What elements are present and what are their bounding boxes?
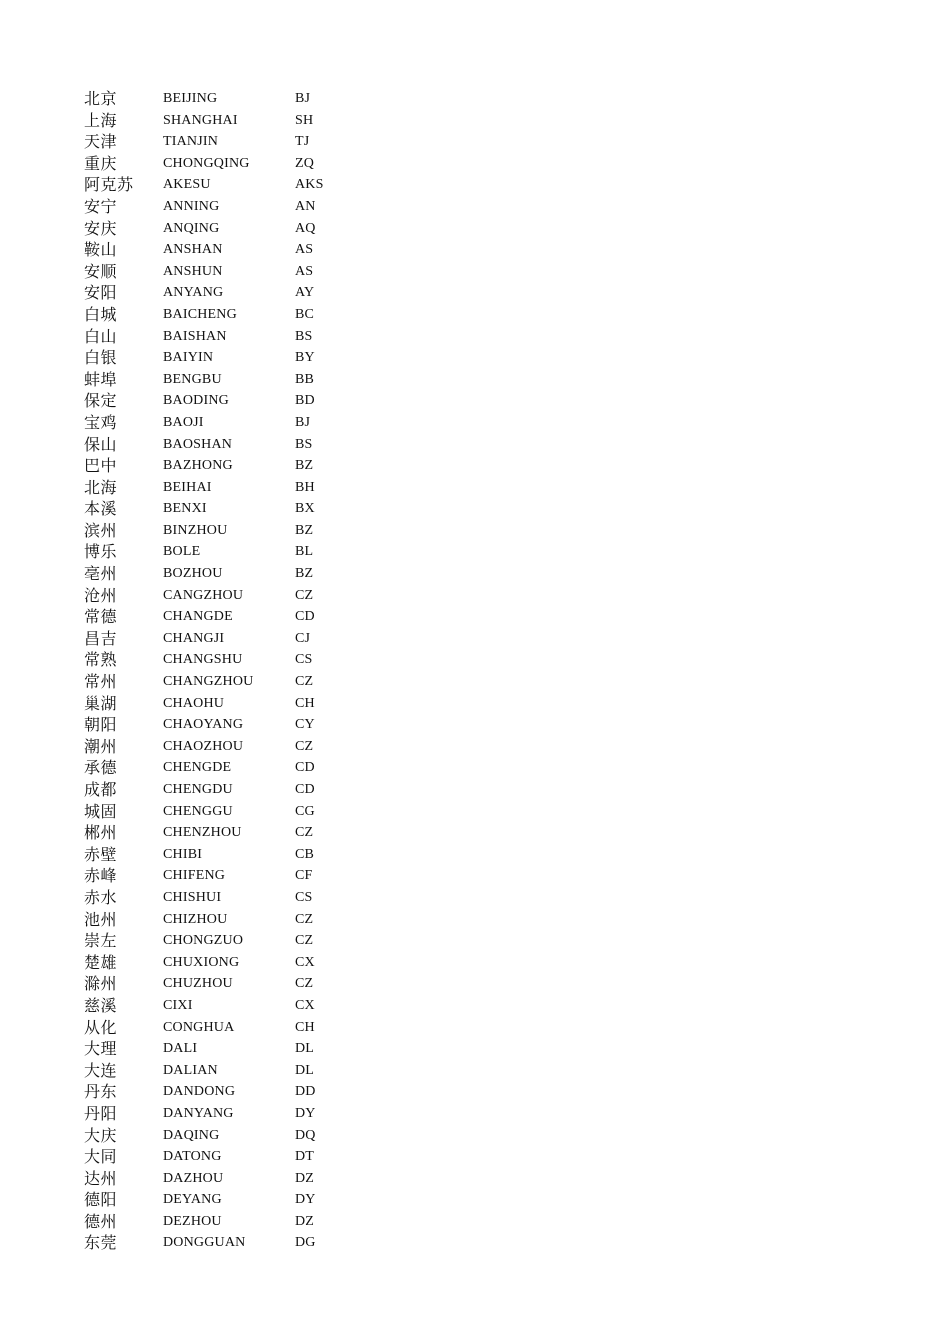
table-row — [84, 865, 344, 887]
city-name-chinese: 城固 — [84, 801, 118, 821]
city-abbreviation: CD — [295, 760, 315, 776]
table-row — [84, 844, 344, 866]
city-name-chinese: 成都 — [84, 780, 118, 799]
city-name-chinese: 保山 — [84, 434, 118, 454]
table-row — [84, 801, 344, 823]
city-abbreviation: AS — [295, 263, 314, 279]
city-name-chinese: 白山 — [84, 326, 118, 346]
city-name-pinyin: BINZHOU — [163, 522, 228, 538]
city-name-pinyin: CHISHUI — [163, 889, 222, 905]
table-row — [84, 412, 344, 434]
city-abbreviation: DD — [295, 1084, 316, 1100]
table-row — [84, 347, 344, 369]
city-abbreviation: DY — [295, 1105, 316, 1121]
city-name-pinyin: DONGGUAN — [163, 1235, 246, 1251]
city-name-chinese: 从化 — [84, 1017, 118, 1037]
city-abbreviation: ZQ — [295, 155, 315, 171]
table-row — [84, 909, 344, 931]
city-abbreviation: AN — [295, 198, 316, 214]
table-row — [84, 563, 344, 585]
city-name-chinese: 滁州 — [84, 974, 118, 994]
city-abbreviation: CZ — [295, 825, 314, 841]
city-abbreviation: CH — [295, 695, 315, 711]
city-abbreviation: AQ — [295, 220, 316, 236]
city-abbreviation: CF — [295, 868, 313, 884]
city-abbreviation: CZ — [295, 674, 314, 690]
table-row — [84, 88, 344, 110]
table-row — [84, 1017, 344, 1039]
city-name-pinyin: ANNING — [163, 198, 220, 214]
city-abbreviation: DZ — [295, 1213, 315, 1229]
city-abbreviation: BH — [295, 479, 315, 495]
city-name-chinese: 白城 — [84, 304, 118, 324]
city-name-pinyin: BEIJING — [163, 91, 218, 106]
city-abbreviation: CZ — [295, 911, 314, 927]
city-name-pinyin: CHUZHOU — [163, 976, 233, 992]
table-row — [84, 477, 344, 499]
city-name-chinese: 丹阳 — [84, 1103, 118, 1123]
city-name-pinyin: CHENZHOU — [163, 825, 242, 841]
city-name-chinese: 天津 — [84, 132, 118, 152]
table-row — [84, 1146, 344, 1168]
table-row — [84, 606, 344, 628]
table-row — [84, 585, 344, 607]
city-name-pinyin: CHUXIONG — [163, 954, 240, 970]
city-name-pinyin: CHONGZUO — [163, 933, 244, 949]
city-name-chinese: 东莞 — [84, 1233, 118, 1253]
city-name-chinese: 安庆 — [84, 218, 118, 238]
city-name-chinese: 蚌埠 — [84, 369, 118, 389]
city-name-pinyin: CHIZHOU — [163, 911, 228, 927]
city-name-chinese: 大庆 — [84, 1125, 118, 1145]
city-abbreviation: BY — [295, 350, 315, 366]
table-row — [84, 239, 344, 261]
table-row — [84, 1060, 344, 1082]
city-name-chinese: 达州 — [84, 1168, 118, 1188]
city-name-pinyin: BAICHENG — [163, 306, 237, 322]
table-row — [84, 369, 344, 391]
city-abbreviation: TJ — [295, 134, 310, 150]
city-abbreviation: DQ — [295, 1127, 316, 1143]
city-name-chinese: 宝鸡 — [84, 412, 118, 432]
table-row — [84, 649, 344, 671]
city-abbreviation: CX — [295, 997, 315, 1013]
table-row — [84, 1103, 344, 1125]
city-name-pinyin: CHENGDU — [163, 782, 233, 797]
table-row — [84, 779, 344, 801]
city-name-chinese: 赤壁 — [84, 844, 118, 864]
city-abbreviation: CD — [295, 609, 315, 625]
city-name-chinese: 常熟 — [84, 650, 118, 670]
city-abbreviation: DG — [295, 1235, 316, 1251]
city-abbreviation: CH — [295, 1019, 315, 1035]
city-name-pinyin: CHAOHU — [163, 695, 225, 711]
city-name-pinyin: BAOJI — [163, 414, 204, 430]
city-abbreviation: DL — [295, 1041, 315, 1057]
city-name-chinese: 常德 — [84, 607, 118, 627]
city-name-pinyin: DAZHOU — [163, 1170, 224, 1186]
table-row — [84, 714, 344, 736]
city-name-pinyin: ANYANG — [163, 285, 224, 301]
city-abbreviation: CS — [295, 652, 313, 668]
table-row — [84, 174, 344, 196]
city-name-pinyin: BOZHOU — [163, 566, 223, 582]
city-abbreviation: BD — [295, 393, 315, 409]
city-name-pinyin: CHONGQING — [163, 155, 250, 171]
city-name-chinese: 朝阳 — [84, 715, 118, 735]
table-row — [84, 434, 344, 456]
city-abbreviation: DT — [295, 1149, 315, 1165]
city-name-pinyin: BENGBU — [163, 371, 222, 387]
table-row — [84, 736, 344, 758]
city-name-pinyin: CHANGZHOU — [163, 674, 254, 690]
city-name-chinese: 本溪 — [84, 499, 118, 519]
table-row — [84, 1125, 344, 1147]
city-name-pinyin: BAOSHAN — [163, 436, 233, 452]
city-abbreviation: BZ — [295, 458, 314, 474]
city-name-chinese: 沧州 — [84, 585, 118, 605]
city-abbreviation: CD — [295, 782, 315, 797]
city-name-chinese: 昌吉 — [84, 628, 118, 648]
city-abbreviation: BJ — [295, 91, 311, 106]
city-abbreviation: CX — [295, 954, 315, 970]
table-row — [84, 995, 344, 1017]
city-name-pinyin: DEYANG — [163, 1192, 222, 1208]
city-name-chinese: 阿克苏 — [84, 175, 134, 195]
city-abbreviation: CZ — [295, 738, 314, 754]
city-abbreviation: SH — [295, 112, 314, 128]
city-abbreviation: BB — [295, 371, 315, 387]
city-name-pinyin: SHANGHAI — [163, 112, 238, 128]
city-name-chinese: 白银 — [84, 348, 118, 368]
city-name-pinyin: DALI — [163, 1041, 198, 1057]
city-abbreviation: BJ — [295, 414, 311, 430]
table-row — [84, 282, 344, 304]
city-name-pinyin: CHIBI — [163, 846, 203, 862]
city-abbreviation: BL — [295, 544, 314, 560]
city-name-pinyin: ANSHUN — [163, 263, 223, 279]
table-row — [84, 261, 344, 283]
city-name-chinese: 赤峰 — [84, 866, 118, 886]
city-name-pinyin: CANGZHOU — [163, 587, 244, 603]
city-name-pinyin: CHIFENG — [163, 868, 226, 884]
city-name-chinese: 常州 — [84, 672, 118, 692]
city-abbreviation: BZ — [295, 522, 314, 538]
table-row — [84, 822, 344, 844]
city-name-chinese: 德州 — [84, 1211, 118, 1231]
city-name-chinese: 安阳 — [84, 283, 118, 303]
table-row — [84, 1168, 344, 1190]
city-name-chinese: 赤水 — [84, 887, 118, 907]
city-name-chinese: 巴中 — [84, 456, 118, 476]
city-name-pinyin: DAQING — [163, 1127, 220, 1143]
city-name-pinyin: AKESU — [163, 177, 211, 193]
city-name-pinyin: BAZHONG — [163, 458, 233, 474]
city-name-chinese: 丹东 — [84, 1082, 118, 1102]
city-name-pinyin: CHENGDE — [163, 760, 232, 776]
city-name-chinese: 保定 — [84, 391, 118, 411]
table-row — [84, 455, 344, 477]
city-name-chinese: 慈溪 — [84, 995, 118, 1015]
table-row — [84, 952, 344, 974]
city-name-pinyin: CONGHUA — [163, 1019, 235, 1035]
city-name-pinyin: CHAOYANG — [163, 717, 244, 733]
city-name-pinyin: BENXI — [163, 501, 207, 517]
city-name-pinyin: DEZHOU — [163, 1213, 222, 1229]
city-name-chinese: 重庆 — [84, 153, 118, 173]
table-row — [84, 1038, 344, 1060]
table-row — [84, 498, 344, 520]
city-abbreviation: CG — [295, 803, 315, 819]
city-name-pinyin: CHAOZHOU — [163, 738, 244, 754]
city-name-chinese: 安顺 — [84, 261, 118, 281]
table-row — [84, 541, 344, 563]
city-abbreviation: CS — [295, 889, 313, 905]
city-name-chinese: 亳州 — [84, 564, 118, 584]
city-abbreviation: DZ — [295, 1170, 315, 1186]
table-row — [84, 1211, 344, 1233]
city-code-table — [84, 88, 344, 1254]
table-row — [84, 693, 344, 715]
table-row — [84, 1189, 344, 1211]
city-abbreviation: CB — [295, 846, 315, 862]
city-name-chinese: 鞍山 — [84, 240, 118, 260]
city-name-chinese: 北海 — [84, 477, 118, 497]
table-row — [84, 131, 344, 153]
city-abbreviation: CZ — [295, 976, 314, 992]
city-abbreviation: AS — [295, 242, 314, 258]
city-abbreviation: DL — [295, 1062, 315, 1078]
city-name-pinyin: CIXI — [163, 997, 193, 1013]
city-abbreviation: CZ — [295, 587, 314, 603]
city-abbreviation: BC — [295, 306, 315, 322]
city-name-chinese: 大理 — [84, 1039, 118, 1059]
table-row — [84, 1081, 344, 1103]
city-name-pinyin: DATONG — [163, 1149, 222, 1165]
table-row — [84, 218, 344, 240]
table-row — [84, 671, 344, 693]
table-row — [84, 520, 344, 542]
city-name-chinese: 大连 — [84, 1060, 118, 1080]
table-row — [84, 1232, 344, 1254]
city-abbreviation: CY — [295, 717, 315, 733]
city-name-chinese: 池州 — [84, 909, 118, 929]
city-name-chinese: 北京 — [84, 89, 118, 108]
city-name-pinyin: TIANJIN — [163, 134, 219, 150]
city-name-chinese: 德阳 — [84, 1190, 118, 1210]
city-name-pinyin: DANDONG — [163, 1084, 236, 1100]
city-name-chinese: 郴州 — [84, 823, 118, 843]
city-name-chinese: 崇左 — [84, 931, 118, 951]
city-name-pinyin: CHENGGU — [163, 803, 233, 819]
table-row — [84, 304, 344, 326]
city-name-chinese: 上海 — [84, 110, 118, 130]
city-abbreviation: BZ — [295, 566, 314, 582]
city-name-pinyin: BAODING — [163, 393, 229, 409]
table-row — [84, 887, 344, 909]
city-abbreviation: CJ — [295, 630, 311, 646]
city-name-pinyin: CHANGSHU — [163, 652, 243, 668]
city-name-chinese: 潮州 — [84, 736, 118, 756]
city-name-chinese: 安宁 — [84, 196, 118, 216]
city-abbreviation: BS — [295, 436, 313, 452]
city-name-chinese: 博乐 — [84, 542, 118, 562]
table-row — [84, 628, 344, 650]
city-name-chinese: 巢湖 — [84, 693, 118, 713]
table-row — [84, 153, 344, 175]
city-name-chinese: 楚雄 — [84, 952, 118, 972]
city-name-pinyin: ANSHAN — [163, 242, 223, 258]
city-abbreviation: DY — [295, 1192, 316, 1208]
city-name-chinese: 大同 — [84, 1147, 118, 1167]
city-name-pinyin: BOLE — [163, 544, 201, 560]
city-name-pinyin: DANYANG — [163, 1105, 234, 1121]
city-name-chinese: 滨州 — [84, 520, 118, 540]
table-row — [84, 390, 344, 412]
city-name-pinyin: BEIHAI — [163, 479, 212, 495]
city-abbreviation: AKS — [295, 177, 324, 193]
city-abbreviation: CZ — [295, 933, 314, 949]
city-abbreviation: BS — [295, 328, 313, 344]
table-row — [84, 326, 344, 348]
table-row — [84, 110, 344, 132]
city-abbreviation: AY — [295, 285, 315, 301]
table-row — [84, 196, 344, 218]
city-name-pinyin: CHANGDE — [163, 609, 233, 625]
city-name-pinyin: DALIAN — [163, 1062, 218, 1078]
city-abbreviation: BX — [295, 501, 315, 517]
city-name-pinyin: ANQING — [163, 220, 220, 236]
city-name-pinyin: CHANGJI — [163, 630, 225, 646]
table-row — [84, 757, 344, 779]
table-row — [84, 973, 344, 995]
table-row — [84, 930, 344, 952]
city-name-chinese: 承德 — [84, 758, 118, 778]
city-name-pinyin: BAISHAN — [163, 328, 227, 344]
city-name-pinyin: BAIYIN — [163, 350, 214, 366]
